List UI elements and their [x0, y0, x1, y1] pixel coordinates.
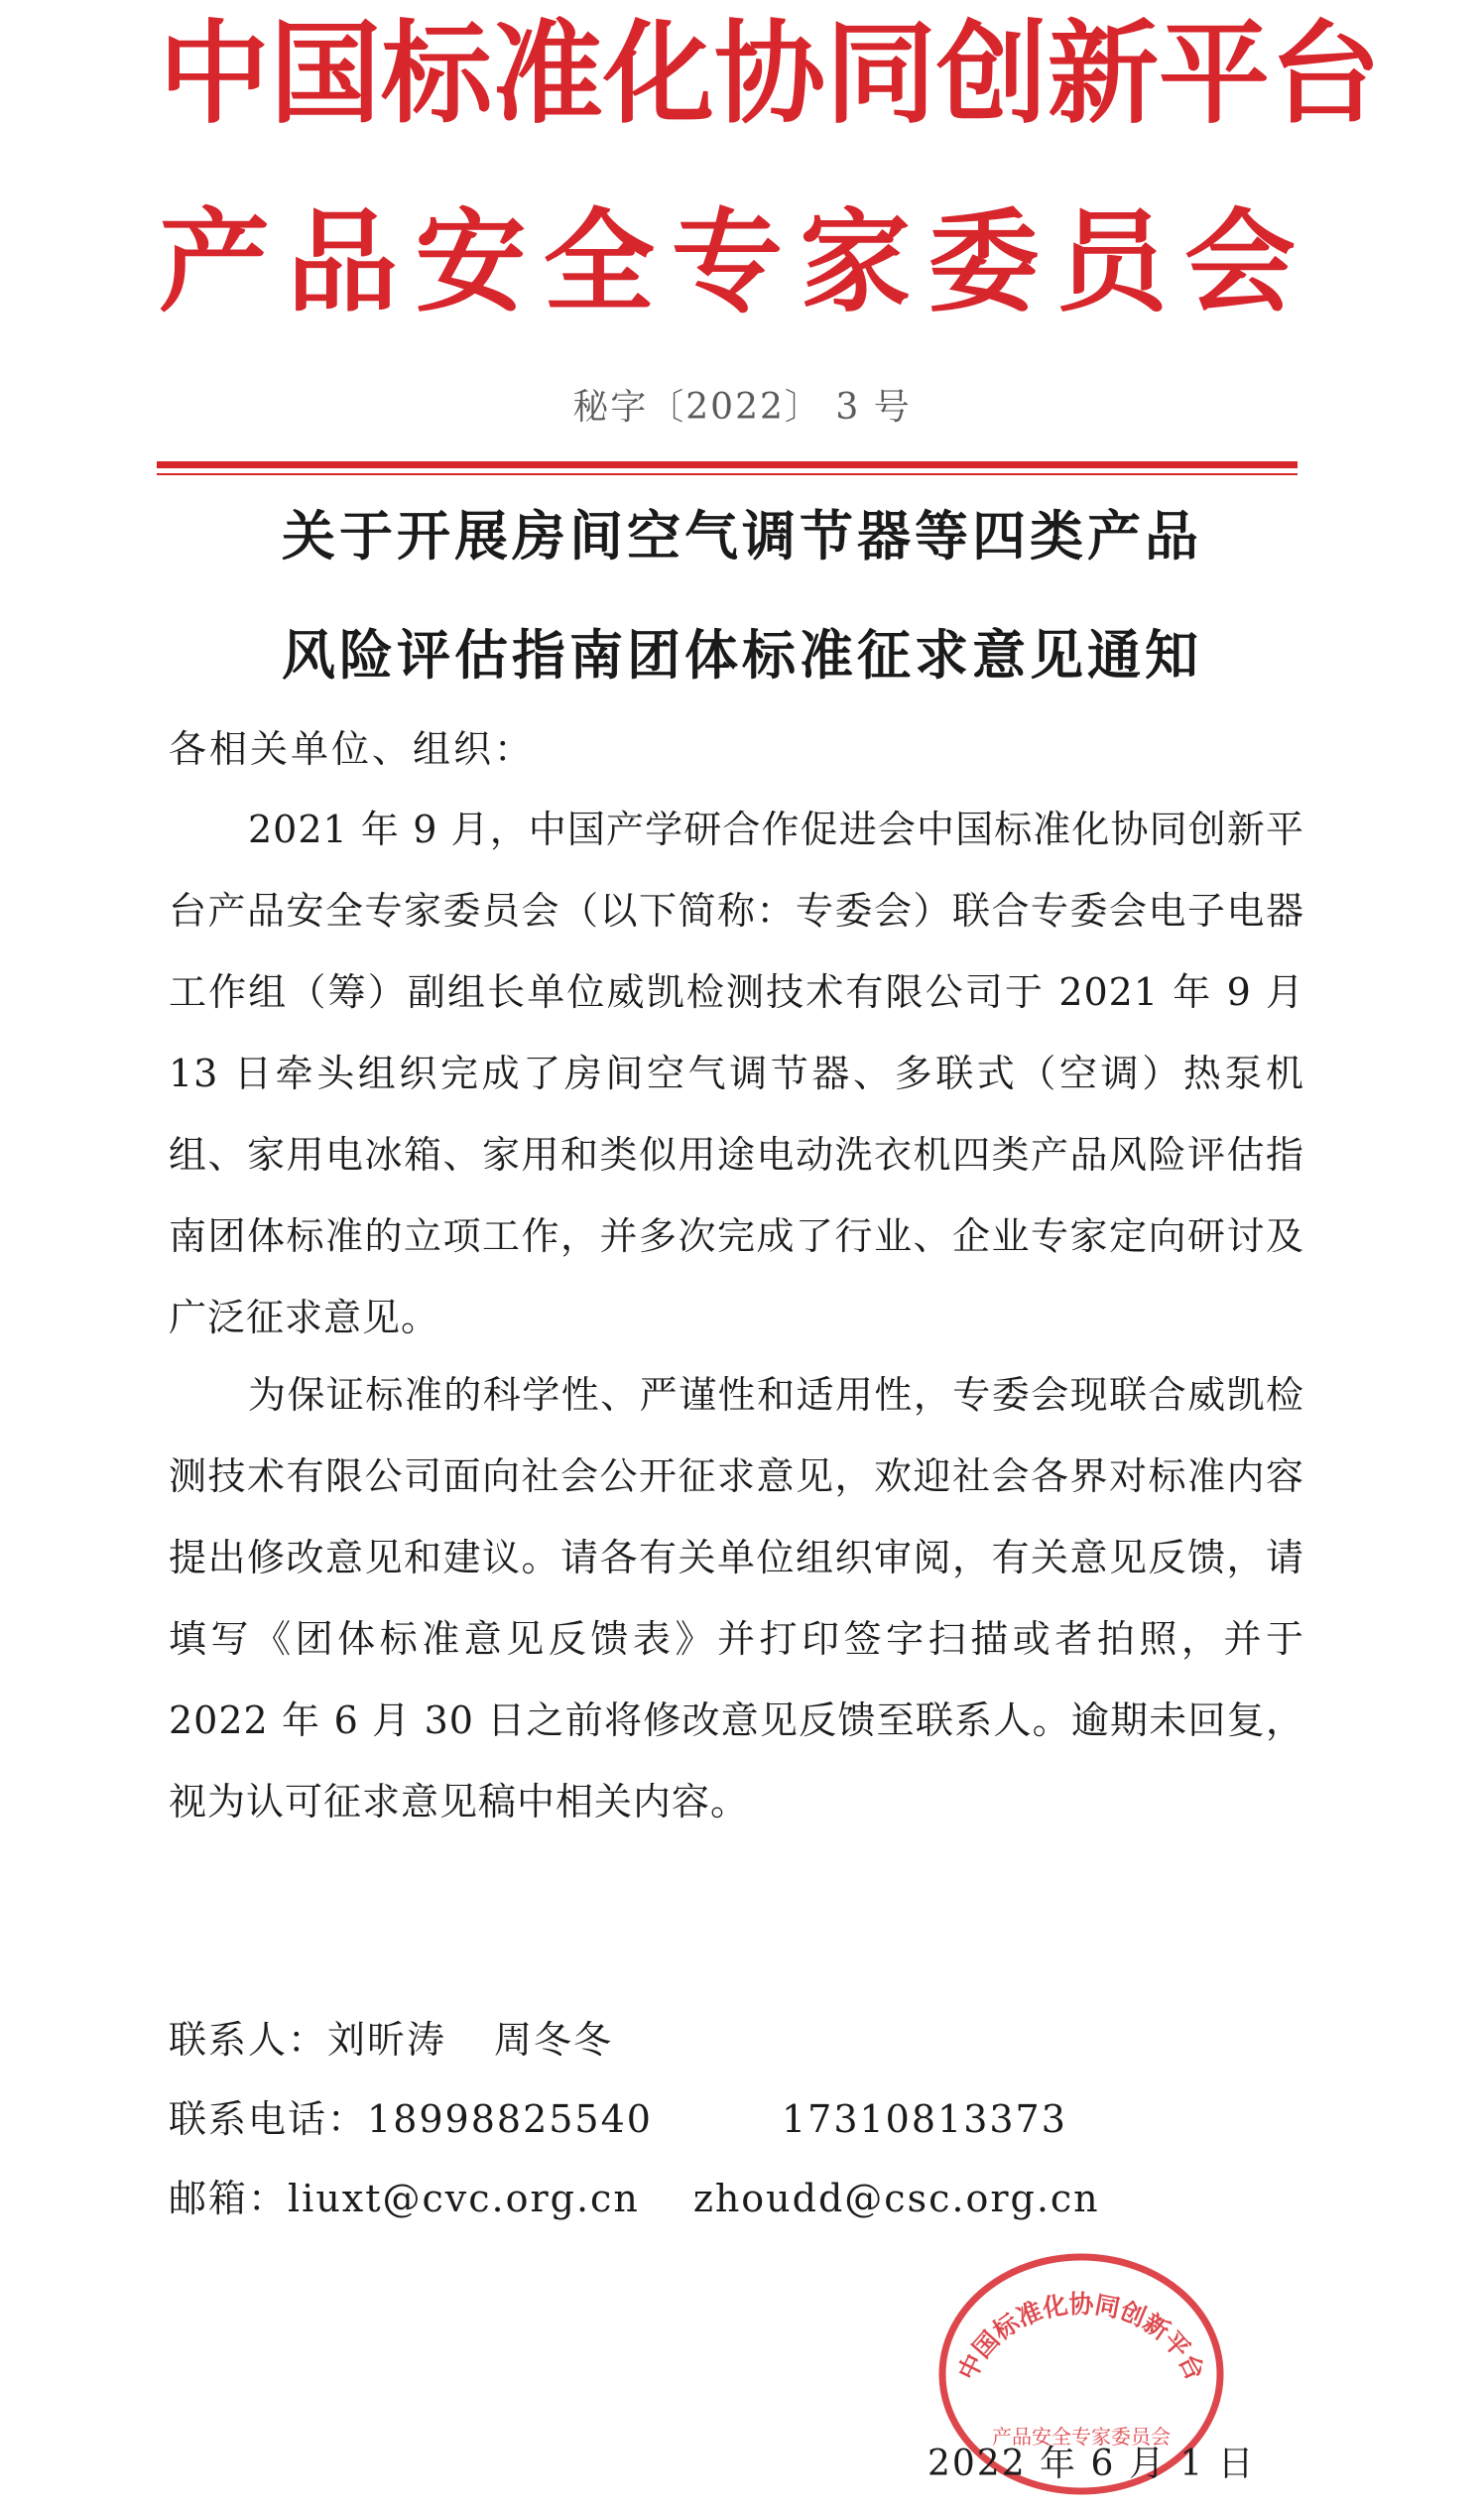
contact-phone-line — [169, 2088, 1067, 2143]
org-name-line1: 中国标准化协同创新平台 — [159, 9, 1381, 139]
notice-title-line2: 风险评估指南团体标准征求意见通知 — [282, 623, 1202, 687]
svg-text:产品安全专家委员会: 产品安全专家委员会 — [992, 2425, 1171, 2449]
contact-person-label: 联系人： — [169, 2018, 328, 2062]
contact-email-line — [169, 2168, 1100, 2222]
contact-person-2: 周冬冬 — [494, 2018, 614, 2062]
contact-phone-1: 18998825540 — [367, 2097, 653, 2141]
body-paragraph: 为保证标准的科学性、严谨性和适用性，专委会现联合威凯检测技术有限公司面向社会公开征求意见，欢迎社会各界对标准内容提出修改意见和建议。请各有关单位组织审阅，有关意见反馈，请填写《团体标准意见反馈表》并打印签字扫描或者拍照，并于 2022 年 6 月 30 日之前将修改意见反馈至联系人。逾期未回复，视为认可征求意见稿中相关内容。 — [169, 1373, 1304, 1823]
contact-email-2[interactable]: zhoudd@csc.org.cn — [692, 2177, 1100, 2220]
contact-email-label: 邮箱： — [169, 2177, 289, 2220]
header-divider-thin — [157, 473, 1298, 475]
document-number: 秘字〔2022〕 3 号 — [572, 387, 912, 428]
contact-phone-label: 联系电话： — [169, 2097, 368, 2141]
contact-person-1: 刘昕涛 — [327, 2018, 447, 2062]
header-divider-thick — [157, 461, 1298, 468]
contact-email-1[interactable]: liuxt@cvc.org.cn — [288, 2177, 640, 2220]
notice-title-line1: 关于开展房间空气调节器等四类产品 — [282, 504, 1202, 567]
org-name-line2: 产品安全专家委员会 — [159, 197, 1309, 327]
issue-date: 2022 年 6 月 1 日 — [928, 2444, 1256, 2484]
contact-phone-2: 17310813373 — [781, 2097, 1067, 2141]
salutation: 各相关单位、组织： — [169, 727, 536, 771]
body-paragraph: 2021 年 9 月，中国产学研合作促进会中国标准化协同创新平台产品安全专家委员会（以下简称：专委会）联合专委会电子电器工作组（筹）副组长单位威凯检测技术有限公司于 2021 年 9 月 13 日牵头组织完成了房间空气调节器、多联式（空调）热泵机组、家用电冰箱、家用和类似用途电动洗衣机四类产品风险评估指南团体标准的立项工作，并多次完成了行业、企业专家定向研讨及广泛征求意见。 — [169, 808, 1304, 1339]
contact-person-line — [169, 2009, 613, 2064]
svg-text:中国标准化协同创新平台: 中国标准化协同创新平台 — [952, 2289, 1210, 2385]
